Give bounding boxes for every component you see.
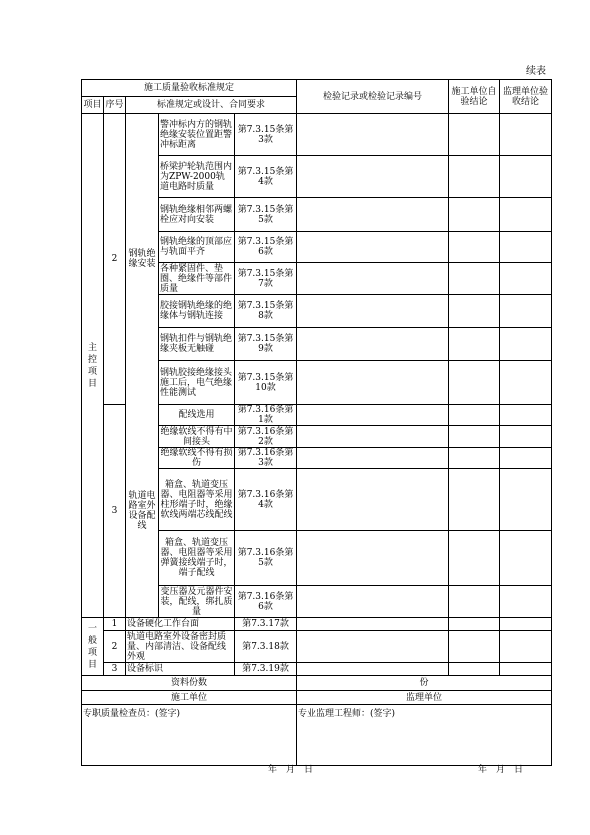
- clause-ref: 第7.3.15条第10款: [235, 361, 297, 405]
- supervisor-check-cell[interactable]: [500, 198, 552, 232]
- group3-no: 3: [104, 405, 126, 618]
- supervision-date: 年 月 日: [478, 765, 524, 775]
- self-check-cell[interactable]: [449, 448, 500, 469]
- group3-name-text: 轨道电路室外设备配线: [128, 490, 156, 531]
- supervisor-check-cell[interactable]: [500, 156, 552, 198]
- standard-item: 桥梁护轮轨范围内为ZPW-2000轨道电路时质量: [159, 156, 235, 198]
- self-check-cell[interactable]: [449, 469, 500, 531]
- no-header: 序号: [104, 97, 126, 114]
- clause-ref: 第7.3.16条第4款: [235, 469, 297, 531]
- supervision-signature[interactable]: [297, 705, 552, 766]
- standard-item: 钢轨绝缘的顶部应与轨面平齐: [159, 232, 235, 263]
- construction-signature-label: 专职质量检查员：(签字): [83, 709, 181, 719]
- standard-item: 胶接钢轨绝缘的绝缘体与钢轨连接: [159, 295, 235, 328]
- clause-ref: 第7.3.16条第2款: [235, 426, 297, 448]
- general-no: 1: [104, 618, 126, 631]
- standard-item: 箱盒、轨道变压器、电阻器等采用柱形端子时，绝缘软线两端芯线配线: [159, 469, 235, 531]
- standard-item: 设备标识: [126, 663, 235, 676]
- main-control-label: [82, 114, 104, 618]
- item-header: 项目: [82, 97, 104, 114]
- standard-item: 设备硬化工作台面: [126, 618, 235, 631]
- supervision-unit-header: 监理单位: [297, 691, 552, 705]
- record-cell[interactable]: [297, 618, 449, 631]
- supervisor-check-cell[interactable]: [500, 531, 552, 586]
- self-check-cell[interactable]: [449, 232, 500, 263]
- record-cell[interactable]: [297, 405, 449, 426]
- self-check-cell[interactable]: [449, 531, 500, 586]
- self-check-cell[interactable]: [449, 426, 500, 448]
- clause-ref: 第7.3.15条第4款: [235, 156, 297, 198]
- record-cell[interactable]: [297, 156, 449, 198]
- self-check-cell[interactable]: [449, 114, 500, 156]
- supervisor-check-cell[interactable]: [500, 426, 552, 448]
- supervisor-check-cell[interactable]: [500, 295, 552, 328]
- clause-ref: 第7.3.15条第7款: [235, 263, 297, 295]
- doc-count-label: 资料份数: [82, 676, 297, 691]
- record-cell[interactable]: [297, 263, 449, 295]
- clause-ref: 第7.3.17款: [235, 618, 297, 631]
- supervisor-check-cell[interactable]: [500, 618, 552, 631]
- self-check-cell[interactable]: [449, 198, 500, 232]
- supervisor-check-cell[interactable]: [500, 328, 552, 361]
- standard-item: 绝缘软线不得有损伤: [160, 448, 233, 468]
- clause-ref: 第7.3.19款: [235, 663, 297, 676]
- supervisor-check-cell[interactable]: [500, 469, 552, 531]
- self-check-cell[interactable]: [449, 405, 500, 426]
- record-cell[interactable]: [297, 361, 449, 405]
- group2-no: 2: [104, 114, 126, 405]
- record-header: 检验记录或检验记录编号: [297, 80, 449, 114]
- self-check-cell[interactable]: [449, 663, 500, 676]
- record-cell[interactable]: [297, 586, 449, 618]
- doc-count-unit: 份: [419, 678, 429, 688]
- clause-ref: 第7.3.15条第3款: [235, 114, 297, 156]
- supervision-signature-label: 专业监理工程师：(签字): [298, 709, 396, 719]
- record-cell[interactable]: [297, 426, 449, 448]
- construction-signature[interactable]: [82, 705, 297, 766]
- self-check-cell[interactable]: [449, 156, 500, 198]
- standard-item: 轨道电路室外设备密封质量、内部清洁、设备配线外观: [126, 631, 235, 663]
- record-cell[interactable]: [297, 232, 449, 263]
- supervisor-check-cell[interactable]: [500, 448, 552, 469]
- clause-ref: 第7.3.15条第6款: [235, 232, 297, 263]
- clause-ref: 第7.3.15条第8款: [235, 295, 297, 328]
- self-check-cell[interactable]: [449, 631, 500, 663]
- self-check-header: 施工单位自验结论: [449, 80, 500, 114]
- self-check-cell[interactable]: [449, 586, 500, 618]
- record-cell[interactable]: [297, 663, 449, 676]
- standard-header: 标准规定或设计、合同要求: [126, 97, 297, 114]
- group3-name: [126, 405, 159, 618]
- standard-item: 配线选用: [159, 405, 235, 426]
- clause-ref: 第7.3.15条第9款: [235, 328, 297, 361]
- clause-ref: 第7.3.16条第1款: [235, 405, 297, 426]
- standard-item: 变压器及元器件安装，配线，绑扎质量: [160, 586, 233, 617]
- continued-label: 续表: [526, 66, 546, 77]
- doc-count-value[interactable]: [297, 676, 552, 691]
- standard-item: 各种紧固件、垫圈、绝缘件等部件质量: [159, 263, 235, 295]
- standard-item: 警冲标内方的钢轨绝缘安装位置距警冲标距离: [159, 114, 235, 156]
- standard-item: 钢轨胶接绝缘接头施工后，电气绝缘性能测试: [159, 361, 235, 405]
- self-check-cell[interactable]: [449, 618, 500, 631]
- self-check-cell[interactable]: [449, 328, 500, 361]
- self-check-cell[interactable]: [449, 361, 500, 405]
- construction-unit-header: 施工单位: [82, 691, 297, 705]
- supervisor-check-header: 监理单位验收结论: [500, 80, 552, 114]
- standard-item: 钢轨绝缘相邻两螺栓应对向安装: [159, 198, 235, 232]
- record-cell[interactable]: [297, 295, 449, 328]
- record-cell[interactable]: [297, 328, 449, 361]
- standard-item: 钢轨扣件与钢轨绝缘夹板无触碰: [159, 328, 235, 361]
- supervisor-check-cell[interactable]: [500, 263, 552, 295]
- clause-ref: 第7.3.18款: [235, 631, 297, 663]
- general-no: 2: [104, 631, 126, 663]
- group2-name-text: 钢轨绝缘安装: [128, 249, 156, 270]
- record-cell[interactable]: [297, 448, 449, 469]
- record-cell[interactable]: [297, 198, 449, 232]
- record-cell[interactable]: [297, 114, 449, 156]
- construction-date: 年 月 日: [268, 765, 314, 775]
- self-check-cell[interactable]: [449, 263, 500, 295]
- general-label-text: 一般项目: [87, 623, 97, 670]
- group2-name: [126, 114, 159, 405]
- general-label: [82, 618, 104, 676]
- supervisor-check-cell[interactable]: [500, 232, 552, 263]
- record-cell[interactable]: [297, 631, 449, 663]
- supervisor-check-cell[interactable]: [500, 663, 552, 676]
- spec-group-header: 施工质量验收标准规定: [82, 80, 297, 97]
- supervisor-check-cell[interactable]: [500, 114, 552, 156]
- standard-item: 箱盒、轨道变压器、电阻器等采用弹簧接线端子时，端子配线: [159, 531, 235, 586]
- main-control-text: 主控项目: [87, 342, 97, 389]
- supervisor-check-cell[interactable]: [500, 586, 552, 618]
- supervisor-check-cell[interactable]: [500, 405, 552, 426]
- self-check-cell[interactable]: [449, 295, 500, 328]
- supervisor-check-cell[interactable]: [500, 361, 552, 405]
- clause-ref: 第7.3.16条第3款: [235, 448, 297, 469]
- record-cell[interactable]: [297, 531, 449, 586]
- supervisor-check-cell[interactable]: [500, 631, 552, 663]
- general-no: 3: [104, 663, 126, 676]
- inspection-table: [81, 79, 552, 766]
- clause-ref: 第7.3.16条第6款: [235, 586, 297, 618]
- clause-ref: 第7.3.16条第5款: [235, 531, 297, 586]
- standard-item: 绝缘软线不得有中间接头: [160, 426, 233, 447]
- record-cell[interactable]: [297, 469, 449, 531]
- clause-ref: 第7.3.15条第5款: [235, 198, 297, 232]
